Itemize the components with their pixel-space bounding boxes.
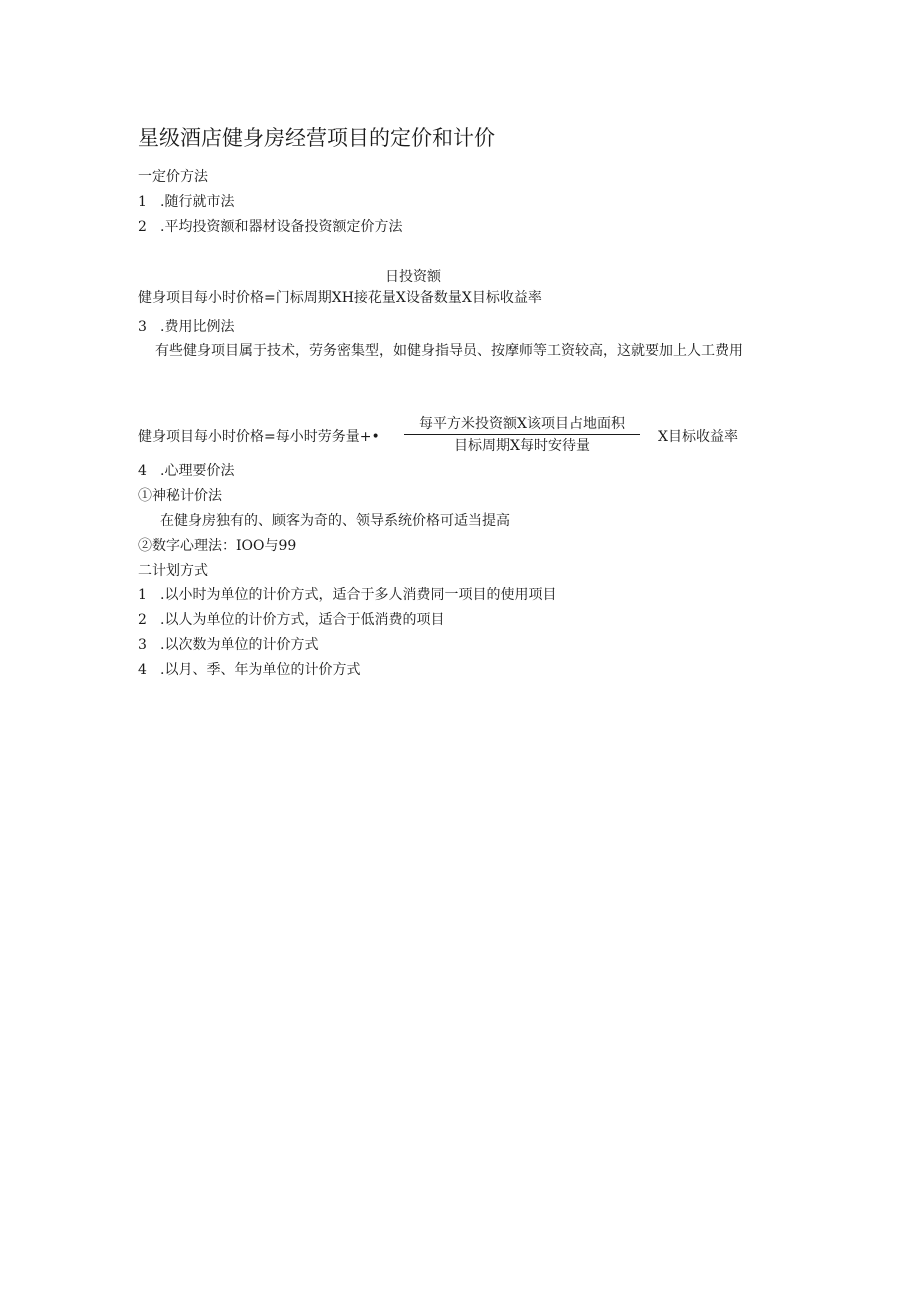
section-heading-plan-methods: 二计划方式 bbox=[138, 563, 208, 579]
list-item-text: .心理要价法 bbox=[160, 463, 235, 479]
list-item-text: .以月、季、年为单位的计价方式 bbox=[160, 662, 361, 678]
list-item bbox=[138, 218, 402, 236]
list-item bbox=[138, 462, 234, 480]
subheading-mystery-pricing: ①神秘计价法 bbox=[138, 488, 222, 504]
list-item bbox=[138, 318, 234, 336]
formula2-denominator: 目标周期X每时安待量 bbox=[454, 438, 590, 454]
section-heading-pricing-methods: 一定价方法 bbox=[138, 169, 208, 185]
formula1-numerator: 日投资额 bbox=[385, 269, 441, 285]
list-item-number: 2 bbox=[138, 612, 147, 628]
formula2-rhs: X目标收益率 bbox=[658, 429, 738, 445]
list-item bbox=[138, 193, 234, 211]
formula2-fraction-bar bbox=[404, 434, 640, 435]
list-item-number: 4 bbox=[138, 463, 147, 479]
list-item-number: 2 bbox=[138, 219, 147, 235]
list-item bbox=[138, 611, 444, 629]
list-item-number: 1 bbox=[138, 587, 147, 603]
list-item-number: 3 bbox=[138, 319, 147, 335]
list-item bbox=[138, 661, 360, 679]
list-item-number: 3 bbox=[138, 637, 147, 653]
document-title: 星级酒店健身房经营项目的定价和计价 bbox=[138, 126, 495, 150]
list-item-text: .以次数为单位的计价方式 bbox=[160, 637, 319, 653]
list-item-text: .以小时为单位的计价方式，适合于多人消费同一项目的使用项目 bbox=[160, 587, 557, 603]
formula2-lhs: 健身项目每小时价格=每小时劳务量+• bbox=[138, 429, 380, 445]
list-item-text: .费用比例法 bbox=[160, 319, 235, 335]
mystery-pricing-text: 在健身房独有的、顾客为奇的、领导系统价格可适当提高 bbox=[160, 513, 510, 529]
list-item-text: .以人为单位的计价方式，适合于低消费的项目 bbox=[160, 612, 445, 628]
list-item bbox=[138, 636, 318, 654]
list-item-number: 4 bbox=[138, 662, 147, 678]
paragraph-labor-cost: 有些健身项目属于技术，劳务密集型，如健身指导员、按摩师等工资较高，这就要加上人工费用 bbox=[155, 343, 743, 359]
list-item-text: .平均投资额和器材设备投资额定价方法 bbox=[160, 219, 403, 235]
formula2-numerator: 每平方米投资额X该项目占地面积 bbox=[419, 416, 625, 432]
formula1-expression: 健身项目每小时价格=门标周期XH接花量X设备数量X目标收益率 bbox=[138, 290, 542, 306]
subheading-number-psychology: ②数字心理法：IOO与99 bbox=[138, 538, 297, 554]
list-item bbox=[138, 586, 556, 604]
list-item-number: 1 bbox=[138, 194, 147, 210]
list-item-text: .随行就市法 bbox=[160, 194, 235, 210]
